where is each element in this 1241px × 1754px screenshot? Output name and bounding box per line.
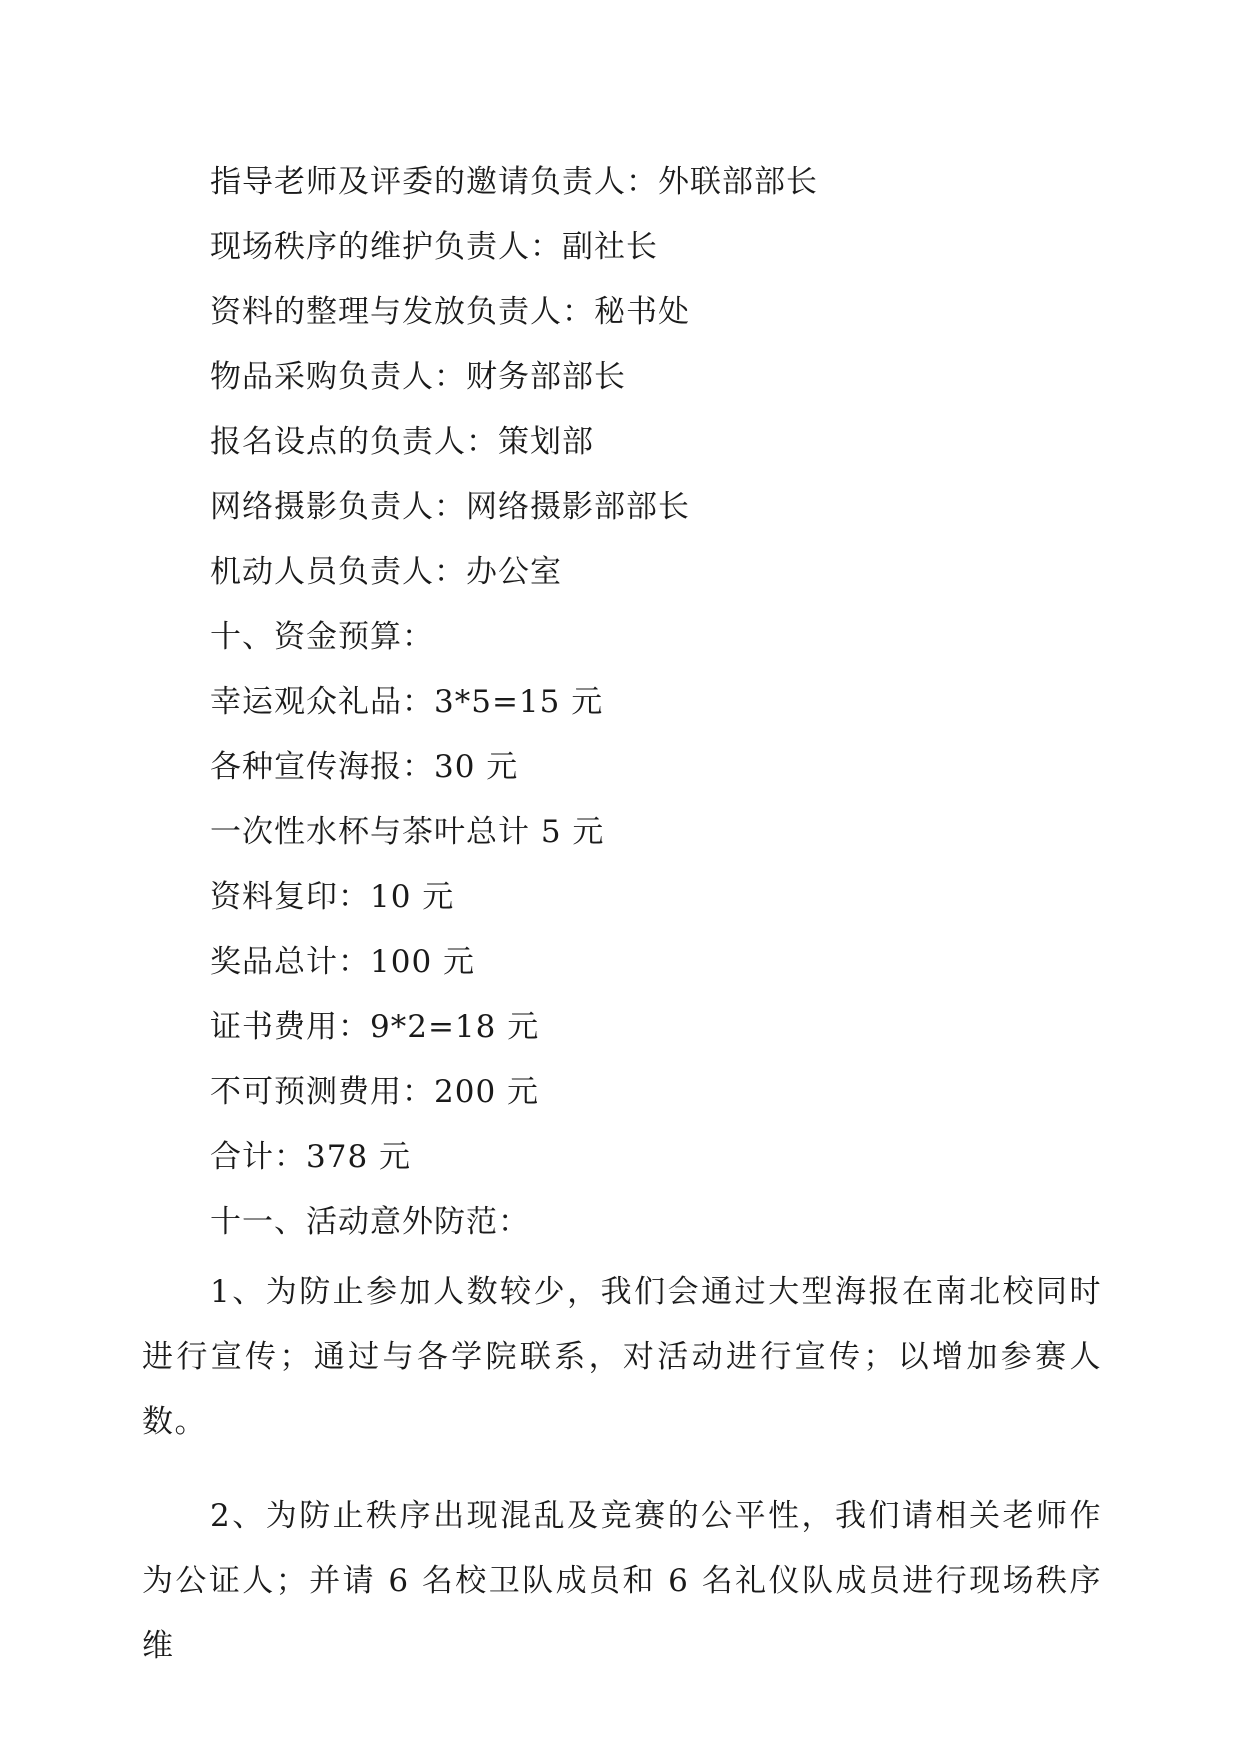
budget-item: 幸运观众礼品：3*5=15 元 — [210, 684, 604, 720]
section-heading: 十一、活动意外防范： — [210, 1204, 530, 1240]
paragraph: 2、为防止秩序出现混乱及竞赛的公平性，我们请相关老师作为公证人；并请 6 名校卫队成员和 6 名礼仪队成员进行现场秩序维 — [142, 1498, 1102, 1664]
text-line: 物品采购负责人：财务部部长 — [210, 359, 626, 395]
text-line: 资料的整理与发放负责人：秘书处 — [210, 294, 690, 330]
text-line: 网络摄影负责人：网络摄影部部长 — [210, 489, 690, 525]
budget-item: 各种宣传海报：30 元 — [210, 749, 519, 785]
text-line: 现场秩序的维护负责人：副社长 — [210, 229, 658, 265]
budget-item: 奖品总计：100 元 — [210, 944, 476, 980]
text-line: 指导老师及评委的邀请负责人：外联部部长 — [210, 164, 818, 200]
budget-item: 证书费用：9*2=18 元 — [210, 1009, 540, 1045]
budget-item: 一次性水杯与茶叶总计 5 元 — [210, 814, 605, 850]
budget-item: 不可预测费用：200 元 — [210, 1074, 540, 1110]
text-line: 机动人员负责人：办公室 — [210, 554, 562, 590]
text-line: 报名设点的负责人：策划部 — [210, 424, 594, 460]
budget-item: 资料复印：10 元 — [210, 879, 455, 915]
budget-total: 合计：378 元 — [210, 1139, 412, 1175]
section-heading: 十、资金预算： — [210, 619, 434, 655]
paragraph: 1、为防止参加人数较少，我们会通过大型海报在南北校同时进行宣传；通过与各学院联系，对活动进行宣传；以增加参赛人数。 — [142, 1274, 1102, 1440]
